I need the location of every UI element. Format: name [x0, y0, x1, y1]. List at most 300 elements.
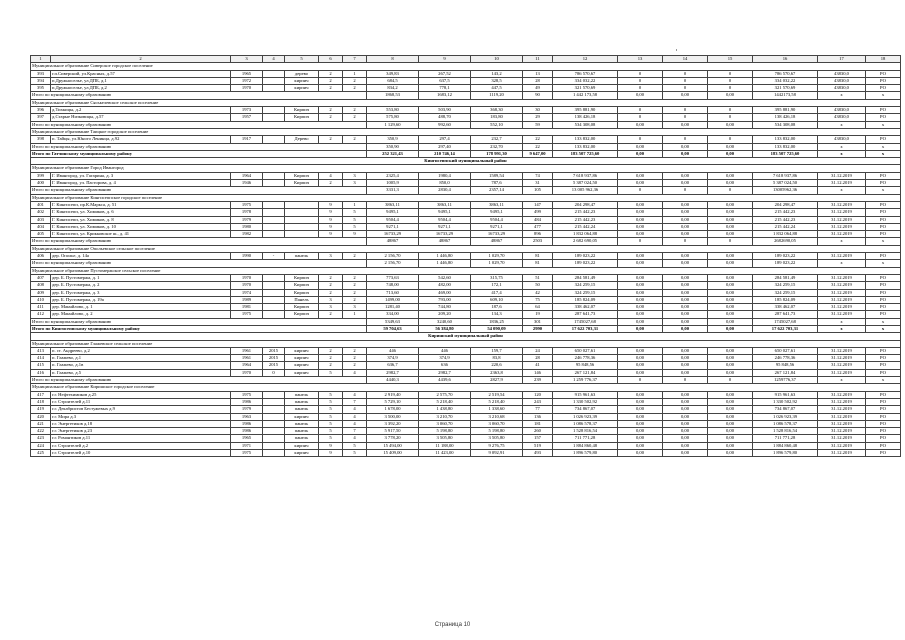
table-cell: 5 917,50 — [367, 428, 419, 435]
table-cell: 416 — [31, 369, 51, 376]
table-cell: 0,00 — [618, 180, 663, 187]
table-cell: 9495,1 — [367, 209, 419, 216]
table-cell: 220,6 — [471, 362, 523, 369]
total-value: 1 029,70 — [471, 260, 523, 267]
total-value: х — [818, 92, 866, 99]
table-cell: 0,00 — [618, 398, 663, 405]
table-cell: 5 — [319, 413, 343, 420]
total-value: 2 682 690,05 — [553, 238, 618, 245]
table-cell: 2 — [319, 362, 343, 369]
table-cell: 9504,4 — [367, 216, 419, 223]
table-cell: 95 848,56 — [553, 362, 618, 369]
total-label: Итого по муниципальному образованию — [31, 377, 367, 384]
total-value: х — [818, 377, 866, 384]
total-value: х — [866, 187, 901, 194]
table-cell: 16733,29 — [419, 231, 471, 238]
table-cell: 1986 — [231, 420, 263, 427]
table-cell: 2 — [343, 85, 367, 92]
total-value: 0,00 — [618, 150, 663, 157]
table-cell: РО — [866, 172, 901, 179]
table-cell: 31.12.2019 — [818, 180, 866, 187]
table-cell: 1 528 816,54 — [553, 428, 618, 435]
table-cell: кирпич — [285, 450, 319, 457]
table-cell: 915 961,63 — [753, 391, 818, 398]
table-cell: 24 — [523, 347, 553, 354]
table-cell: 5 218,40 — [471, 398, 523, 405]
table-cell: 0,00 — [663, 253, 708, 260]
total-value: 0 — [618, 187, 663, 194]
table-cell: РО — [866, 114, 901, 121]
table-cell: 15 494,00 — [367, 442, 419, 449]
total-value: 1836,25 — [471, 318, 523, 325]
table-cell — [263, 136, 285, 143]
table-cell: г.г. Энергетиков д.18 — [51, 420, 231, 427]
table-cell: 0 — [263, 369, 285, 376]
table-cell: 7 — [343, 398, 367, 405]
table-cell: 16733,29 — [367, 231, 419, 238]
table-cell: 13 — [523, 70, 553, 77]
table-cell: 267 121,84 — [553, 369, 618, 376]
table-cell: 3 210,70 — [419, 413, 471, 420]
total-value: 0 — [708, 238, 753, 245]
table-cell: 418 — [31, 398, 51, 405]
table-cell: 3 060,70 — [419, 420, 471, 427]
table-cell: РО — [866, 180, 901, 187]
table-cell: 29 — [523, 114, 553, 121]
table-cell: 43830,0 — [818, 107, 866, 114]
total-value: 534 308,08 — [753, 121, 818, 128]
total-value: 133 832,00 — [553, 143, 618, 150]
table-cell: 711 771,28 — [753, 435, 818, 442]
table-cell: 397 — [31, 114, 51, 121]
table-cell: 748,00 — [367, 282, 419, 289]
table-cell: 9 — [319, 201, 343, 208]
table-cell: 2 — [319, 289, 343, 296]
total-label: Итого по муниципальному образованию — [31, 143, 367, 150]
table-cell: 0,00 — [618, 413, 663, 420]
table-cell: 1980,4 — [419, 172, 471, 179]
section-title: Муниципальное образование Город Ивангород — [31, 165, 901, 172]
table-cell: 519 — [523, 442, 553, 449]
table-cell: 650 027,61 — [753, 347, 818, 354]
total-value: 0,00 — [708, 318, 753, 325]
table-cell: 0,00 — [618, 274, 663, 281]
table-cell: 157 — [523, 435, 553, 442]
table-row — [31, 223, 901, 230]
table-cell: 1990 — [231, 253, 263, 260]
table-cell: 2363,8 — [471, 369, 523, 376]
section-title: Муниципальное образование Киришское городское поселение — [31, 384, 901, 391]
section-header-row — [31, 194, 901, 201]
table-cell: 1005,9 — [367, 180, 419, 187]
table-cell: 31.12.2019 — [818, 223, 866, 230]
table-cell: РО — [866, 274, 901, 281]
table-cell: 181 — [523, 420, 553, 427]
table-cell: 415 — [31, 362, 51, 369]
table-cell: 4 — [343, 420, 367, 427]
column-number-cell: 18 — [866, 56, 901, 63]
table-cell: 2 — [319, 282, 343, 289]
table-cell: Г. Кингисепп, ул. Крикковское ш., д. 41 — [51, 231, 231, 238]
table-cell: 31.12.2019 — [818, 398, 866, 405]
table-cell: п. Глажево, д.5 — [51, 369, 231, 376]
total-value: 2 156,70 — [367, 260, 419, 267]
table-cell: 146 — [523, 369, 553, 376]
table-cell: 793,00 — [419, 296, 471, 303]
table-cell: 215 442,23 — [553, 216, 618, 223]
column-number-cell: 1 — [31, 56, 51, 63]
table-cell: 0,00 — [663, 435, 708, 442]
table-cell: кирпич — [285, 442, 319, 449]
table-cell: 1970 — [231, 369, 263, 376]
total-value: 2503 — [523, 238, 553, 245]
table-row — [31, 355, 901, 362]
table-cell: 0 — [663, 70, 708, 77]
table-cell: 2 — [343, 355, 367, 362]
total-value: х — [818, 238, 866, 245]
column-number-cell: 17 — [818, 56, 866, 63]
total-value: 4439,6 — [419, 377, 471, 384]
table-cell: г.г. Нефтехимиков д.25 — [51, 391, 231, 398]
table-cell: 0,00 — [708, 231, 753, 238]
column-number-cell: 13 — [618, 56, 663, 63]
table-cell: 407 — [31, 274, 51, 281]
table-cell: 0 — [618, 136, 663, 143]
table-cell: 493 — [523, 450, 553, 457]
total-value: 992,60 — [419, 121, 471, 128]
section-title: Муниципальное образование Пустомержское сельское поселение — [31, 267, 901, 274]
table-cell: Кирпич — [285, 274, 319, 281]
table-cell: 446 — [419, 347, 471, 354]
table-cell: панель — [285, 428, 319, 435]
table-cell: г.г. Мира д.3 — [51, 413, 231, 420]
table-cell: 1 832 064,88 — [753, 231, 818, 238]
total-label: Итого по муниципальному образованию — [31, 260, 367, 267]
total-row — [31, 92, 901, 99]
total-value: 189 023,22 — [753, 260, 818, 267]
column-number-cell: 14 — [663, 56, 708, 63]
table-cell: 484 — [523, 216, 553, 223]
table-cell: 1 026 923,39 — [553, 413, 618, 420]
table-cell: 31.12.2019 — [818, 450, 866, 457]
register-sheet — [30, 55, 886, 457]
total-value: 0,00 — [618, 92, 663, 99]
table-cell — [263, 296, 285, 303]
table-cell: 0,00 — [618, 450, 663, 457]
table-cell: 31.12.2019 — [818, 172, 866, 179]
table-cell: 488,70 — [419, 114, 471, 121]
total-value: 0 — [618, 238, 663, 245]
table-cell: 411 — [31, 304, 51, 311]
total-value: 48867 — [367, 238, 419, 245]
table-cell: 43830,0 — [818, 114, 866, 121]
total-value: 2830,4 — [419, 187, 471, 194]
table-cell: 503,90 — [419, 107, 471, 114]
table-cell: 31.12.2019 — [818, 311, 866, 318]
table-cell: 0,00 — [708, 253, 753, 260]
table-cell: 1979 — [231, 216, 263, 223]
total-value: 0,00 — [708, 121, 753, 128]
table-cell: 734 867,07 — [753, 406, 818, 413]
column-number-cell: 3 — [231, 56, 263, 63]
table-cell: 5 — [319, 406, 343, 413]
table-cell: 0 — [618, 107, 663, 114]
total-value: х — [818, 121, 866, 128]
table-cell: 2015 — [263, 362, 285, 369]
table-cell: 1 330 502,92 — [553, 398, 618, 405]
total-row — [31, 187, 901, 194]
table-cell — [263, 209, 285, 216]
table-cell: 95 848,56 — [753, 362, 818, 369]
total-value: 232,70 — [471, 143, 523, 150]
column-number-cell: 8 — [367, 56, 419, 63]
table-cell: 0,00 — [708, 274, 753, 281]
table-cell: 1961 — [231, 355, 263, 362]
table-cell: 850,0 — [419, 180, 471, 187]
table-cell: 408 — [31, 282, 51, 289]
table-cell: 324 259,15 — [553, 289, 618, 296]
table-cell: 0,00 — [708, 216, 753, 223]
table-cell: 143,2 — [471, 70, 523, 77]
table-cell: РО — [866, 450, 901, 457]
table-cell: 77 — [523, 406, 553, 413]
table-cell: 43830,0 — [818, 70, 866, 77]
table-cell: 447,5 — [471, 85, 523, 92]
table-cell: 349,83 — [367, 70, 419, 77]
table-cell: 31.12.2019 — [818, 274, 866, 281]
table-cell: 1982 — [231, 231, 263, 238]
table-cell: кирпич — [285, 413, 319, 420]
table-cell: 609,10 — [471, 296, 523, 303]
total-value: 1868,53 — [367, 92, 419, 99]
table-cell: 5 198,80 — [471, 428, 523, 435]
table-cell: 0,00 — [663, 274, 708, 281]
table-cell: 3 060,70 — [471, 420, 523, 427]
total-value: 48867 — [471, 238, 523, 245]
table-cell: 1 528 816,54 — [753, 428, 818, 435]
table-cell — [263, 223, 285, 230]
table-cell: 0,00 — [618, 216, 663, 223]
table-cell: 0 — [663, 107, 708, 114]
total-value: 1 259 776,37 — [553, 377, 618, 384]
table-cell — [263, 70, 285, 77]
table-cell: 9 — [319, 231, 343, 238]
table-cell: 1989 — [231, 296, 263, 303]
table-cell: РО — [866, 362, 901, 369]
table-cell: 5 — [319, 435, 343, 442]
table-cell: 406 — [31, 253, 51, 260]
table-cell: кирпич — [285, 362, 319, 369]
table-cell: 395 881,90 — [553, 107, 618, 114]
total-value: 0,00 — [618, 121, 663, 128]
table-cell: 64 — [523, 304, 553, 311]
table-cell: РО — [866, 136, 901, 143]
total-value: 13005962,36 — [753, 187, 818, 194]
table-cell: 0 — [663, 114, 708, 121]
total-value: 0,00 — [708, 325, 753, 332]
table-cell: Г. Ивангород, ул. Пасторова, д. 4 — [51, 180, 231, 187]
total-value: 17 622 703,31 — [753, 325, 818, 332]
table-cell: 0,00 — [663, 304, 708, 311]
table-cell: кирпич — [285, 347, 319, 354]
table-cell — [285, 201, 319, 208]
table-cell: РО — [866, 289, 901, 296]
section-header-row — [31, 384, 901, 391]
table-cell: 3 — [319, 304, 343, 311]
table-cell: 4 — [319, 172, 343, 179]
table-cell: 1946 — [231, 180, 263, 187]
table-cell: 22 — [523, 136, 553, 143]
table-cell: 399 — [31, 172, 51, 179]
total-label: Итого по муниципальному образованию — [31, 121, 367, 128]
table-cell: 0,00 — [708, 172, 753, 179]
table-cell: 0,00 — [663, 355, 708, 362]
table-cell: РО — [866, 209, 901, 216]
table-cell: 3 778,20 — [367, 435, 419, 442]
table-cell: 31.12.2019 — [818, 406, 866, 413]
table-cell: 0,00 — [618, 289, 663, 296]
total-value: х — [866, 238, 901, 245]
table-cell: 0,00 — [708, 355, 753, 362]
total-value: 0 — [663, 187, 708, 194]
table-row — [31, 172, 901, 179]
table-row — [31, 398, 901, 405]
table-cell: 9271,1 — [419, 223, 471, 230]
table-cell: 31.12.2019 — [818, 420, 866, 427]
total-value: х — [866, 92, 901, 99]
table-cell: 1 896 579,80 — [553, 450, 618, 457]
table-cell: РО — [866, 435, 901, 442]
table-cell: 1964 — [231, 172, 263, 179]
table-cell: 2 — [343, 282, 367, 289]
table-cell: 374,9 — [367, 355, 419, 362]
table-cell: 0,00 — [618, 253, 663, 260]
column-number-cell: 7 — [343, 56, 367, 63]
total-value: 1745027,68 — [753, 318, 818, 325]
table-row — [31, 391, 901, 398]
table-cell: 185 824,09 — [553, 296, 618, 303]
total-value: х — [866, 325, 901, 332]
total-value: 1683,12 — [419, 92, 471, 99]
table-cell: 0 — [708, 136, 753, 143]
table-cell — [263, 77, 285, 84]
district-title: Киришский муниципальный район — [31, 333, 901, 340]
table-cell: 11 423,00 — [419, 450, 471, 457]
table-cell: 0,00 — [708, 296, 753, 303]
table-cell: д.Тихкицы, д.2 — [51, 107, 231, 114]
table-cell: 553,80 — [367, 107, 419, 114]
table-cell: 575,80 — [367, 114, 419, 121]
table-cell: 0,00 — [663, 347, 708, 354]
table-cell: 711 771,28 — [553, 435, 618, 442]
table-cell: 1979 — [231, 406, 263, 413]
table-cell: 403 — [31, 216, 51, 223]
table-cell: 744,80 — [419, 304, 471, 311]
table-cell: 1 — [343, 70, 367, 77]
table-cell: 2 — [319, 347, 343, 354]
table-cell: 267 121,84 — [753, 369, 818, 376]
column-number-cell: 16 — [753, 56, 818, 63]
table-cell: 138 426,18 — [753, 114, 818, 121]
column-number-cell: 15 — [708, 56, 753, 63]
table-cell: 0,00 — [618, 355, 663, 362]
table-cell: дер. Б. Пустомержа, д. 3 — [51, 289, 231, 296]
table-cell — [263, 274, 285, 281]
table-cell: Кирпич — [285, 282, 319, 289]
table-cell: 650 027,61 — [553, 347, 618, 354]
total-value: 133 832,00 — [753, 143, 818, 150]
table-cell: 1973 — [231, 107, 263, 114]
total-row — [31, 377, 901, 384]
table-cell: г.г. Строителей д.2 — [51, 442, 231, 449]
table-cell: 5 — [343, 209, 367, 216]
table-cell: 0,00 — [618, 391, 663, 398]
total-value: 178 991,30 — [471, 150, 523, 157]
table-cell: 896 — [523, 231, 553, 238]
section-header-row — [31, 128, 901, 135]
table-cell: 3863,11 — [419, 201, 471, 208]
table-cell: 417 — [31, 391, 51, 398]
table-cell: 424 — [31, 442, 51, 449]
table-cell: 2 — [343, 77, 367, 84]
table-cell: 2015 — [263, 347, 285, 354]
table-cell: 0,00 — [618, 406, 663, 413]
table-cell: 284 581,49 — [553, 274, 618, 281]
table-cell: 414 — [31, 355, 51, 362]
table-cell: 0 — [663, 77, 708, 84]
table-cell: 0,00 — [708, 180, 753, 187]
table-cell: 469,00 — [419, 289, 471, 296]
table-row — [31, 282, 901, 289]
total-value: 9 647,00 — [523, 150, 553, 157]
table-cell: 1 026 923,39 — [753, 413, 818, 420]
table-cell: панель — [285, 253, 319, 260]
total-value: х — [866, 143, 901, 150]
table-cell: 0,00 — [618, 282, 663, 289]
table-cell: 5 — [319, 420, 343, 427]
total-value: 239 — [523, 377, 553, 384]
table-cell: 75 — [523, 296, 553, 303]
total-value: 105 — [523, 187, 553, 194]
table-cell: 189 023,22 — [553, 253, 618, 260]
column-number-cell: 5 — [285, 56, 319, 63]
table-cell: РО — [866, 223, 901, 230]
table-cell: РО — [866, 253, 901, 260]
table-row — [31, 362, 901, 369]
table-cell: 0 — [618, 70, 663, 77]
table-cell: Г. Кингисепп, ул. Химиков, д. 8 — [51, 216, 231, 223]
table-cell: 16733,29 — [471, 231, 523, 238]
table-cell: 5 729,10 — [367, 398, 419, 405]
table-cell — [263, 107, 285, 114]
section-title: Муниципальное образование Кингисеппское городское поселение — [31, 194, 901, 201]
table-cell: Кирпич — [285, 172, 319, 179]
total-value: 1259776,37 — [753, 377, 818, 384]
table-cell: 31.12.2019 — [818, 201, 866, 208]
table-cell: 1 678,00 — [367, 406, 419, 413]
table-cell: 404 — [31, 223, 51, 230]
table-cell: 9 — [319, 450, 343, 457]
table-cell: дер. Ополье, д. 14а — [51, 253, 231, 260]
table-row — [31, 450, 901, 457]
table-row — [31, 311, 901, 318]
table-cell: 2 156,70 — [367, 253, 419, 260]
table-cell — [263, 406, 285, 413]
table-row — [31, 347, 901, 354]
table-cell: 2 — [319, 107, 343, 114]
table-cell: 9 276,75 — [471, 442, 523, 449]
section-header-row — [31, 267, 901, 274]
